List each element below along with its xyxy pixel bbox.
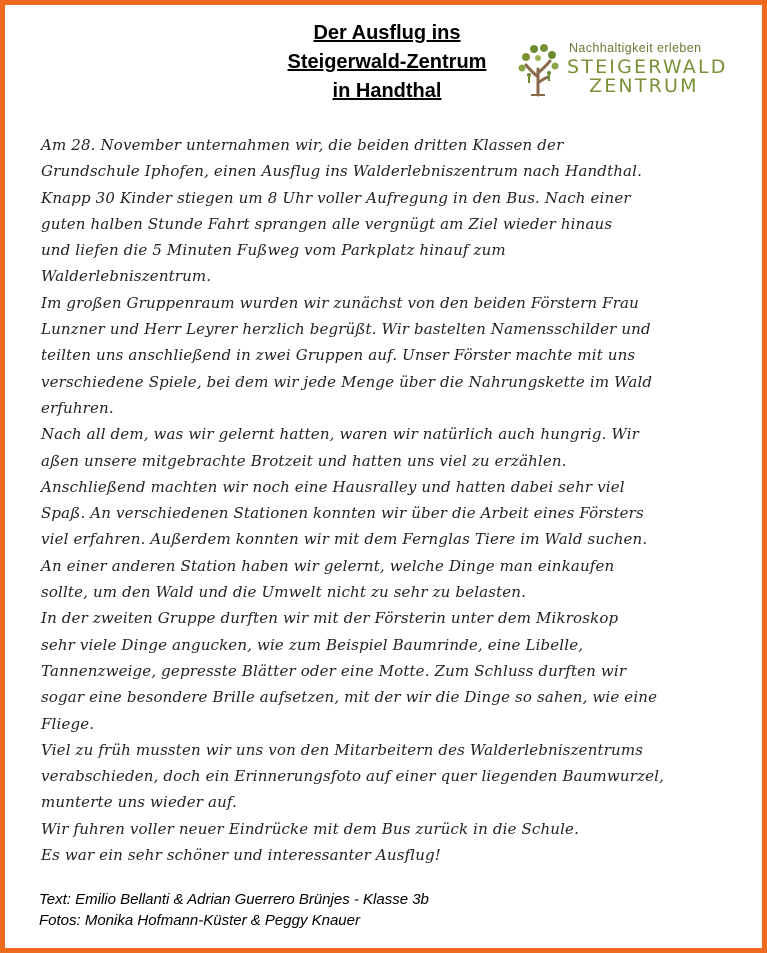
story-line: sollte, um den Wald und die Umwelt nicht zu sehr zu belasten. xyxy=(41,583,527,602)
story-line: sogar eine besondere Brille aufsetzen, mit der wir die Dinge so sahen, wie eine xyxy=(41,688,658,707)
story-line: guten halben Stunde Fahrt sprangen alle vergnügt am Ziel wieder hinaus xyxy=(41,214,613,233)
story-line: Anschließend machten wir noch eine Hausralley und hatten dabei sehr viel xyxy=(41,477,625,496)
story-line: Es war ein sehr schöner und interessanter Ausflug! xyxy=(41,846,441,865)
story-text xyxy=(41,132,751,868)
credit-text: Text: Emilio Bellanti & Adrian Guerrero Brünjes - Klasse 3b xyxy=(39,891,429,908)
story-line: teilten uns anschließend in zwei Gruppen auf. Unser Förster machte mit uns xyxy=(41,346,636,365)
story-line: erfuhren. xyxy=(41,398,114,417)
story-line: viel erfahren. Außerdem konnten wir mit dem Fernglas Tiere im Wald suchen. xyxy=(41,530,648,549)
story-line: Tannenzweige, gepresste Blätter oder eine Motte. Zum Schluss durften wir xyxy=(41,661,627,680)
story-line: munterte uns wieder auf. xyxy=(41,793,237,812)
story-line: Viel zu früh mussten wir uns von den Mitarbeitern des Walderlebniszentrums xyxy=(41,740,644,759)
story-line: Fliege. xyxy=(41,714,95,733)
story-line: und liefen die 5 Minuten Fußweg vom Parkplatz hinauf zum xyxy=(41,241,506,260)
title-line-2: Steigerwald-Zentrum xyxy=(287,51,487,73)
story-line: Spaß. An verschiedenen Stationen konnten wir über die Arbeit eines Försters xyxy=(41,504,644,523)
credits xyxy=(39,889,429,931)
story-line: aßen unsere mitgebrachte Brotzeit und hatten uns viel zu erzählen. xyxy=(41,451,567,470)
story-line: Nach all dem, was wir gelernt hatten, waren wir natürlich auch hungrig. Wir xyxy=(41,425,639,444)
logo-name-line-2: ZENTRUM xyxy=(589,75,699,97)
story-line: Walderlebniszentrum. xyxy=(41,267,212,286)
story-line: An einer anderen Station haben wir gelernt, welche Dinge man einkaufen xyxy=(41,556,615,575)
tree-people-icon xyxy=(517,39,561,97)
logo-tagline: Nachhaltigkeit erleben xyxy=(569,41,702,55)
title-line-3: in Handthal xyxy=(332,80,442,102)
steigerwald-logo xyxy=(517,37,739,101)
story-line: Lunzner und Herr Leyrer herzlich begrüßt. Wir bastelten Namensschilder und xyxy=(41,320,651,339)
story-line: verabschieden, doch ein Erinnerungsfoto auf einer quer liegenden Baumwurzel, xyxy=(41,767,664,786)
story-line: sehr viele Dinge angucken, wie zum Beispiel Baumrinde, eine Libelle, xyxy=(41,635,584,654)
story-line: verschiedene Spiele, bei dem wir jede Menge über die Nahrungskette im Wald xyxy=(41,372,653,391)
story-line: In der zweiten Gruppe durften wir mit der Försterin unter dem Mikroskop xyxy=(41,609,619,628)
story-line: Im großen Gruppenraum wurden wir zunächst von den beiden Förstern Frau xyxy=(41,293,639,312)
page-title xyxy=(237,19,537,106)
story-line: Grundschule Iphofen, einen Ausflug ins Walderlebniszentrum nach Handthal. xyxy=(41,162,643,181)
story-line: Knapp 30 Kinder stiegen um 8 Uhr voller Aufregung in den Bus. Nach einer xyxy=(41,188,631,207)
story-line: Wir fuhren voller neuer Eindrücke mit dem Bus zurück in die Schule. xyxy=(41,819,579,838)
title-line-1: Der Ausflug ins xyxy=(313,22,461,44)
logo-name-line-1: STEIGERWALD xyxy=(567,56,728,78)
story-line: Am 28. November unternahmen wir, die beiden dritten Klassen der xyxy=(41,136,564,154)
credit-photos: Fotos: Monika Hofmann-Küster & Peggy Knauer xyxy=(39,912,360,929)
